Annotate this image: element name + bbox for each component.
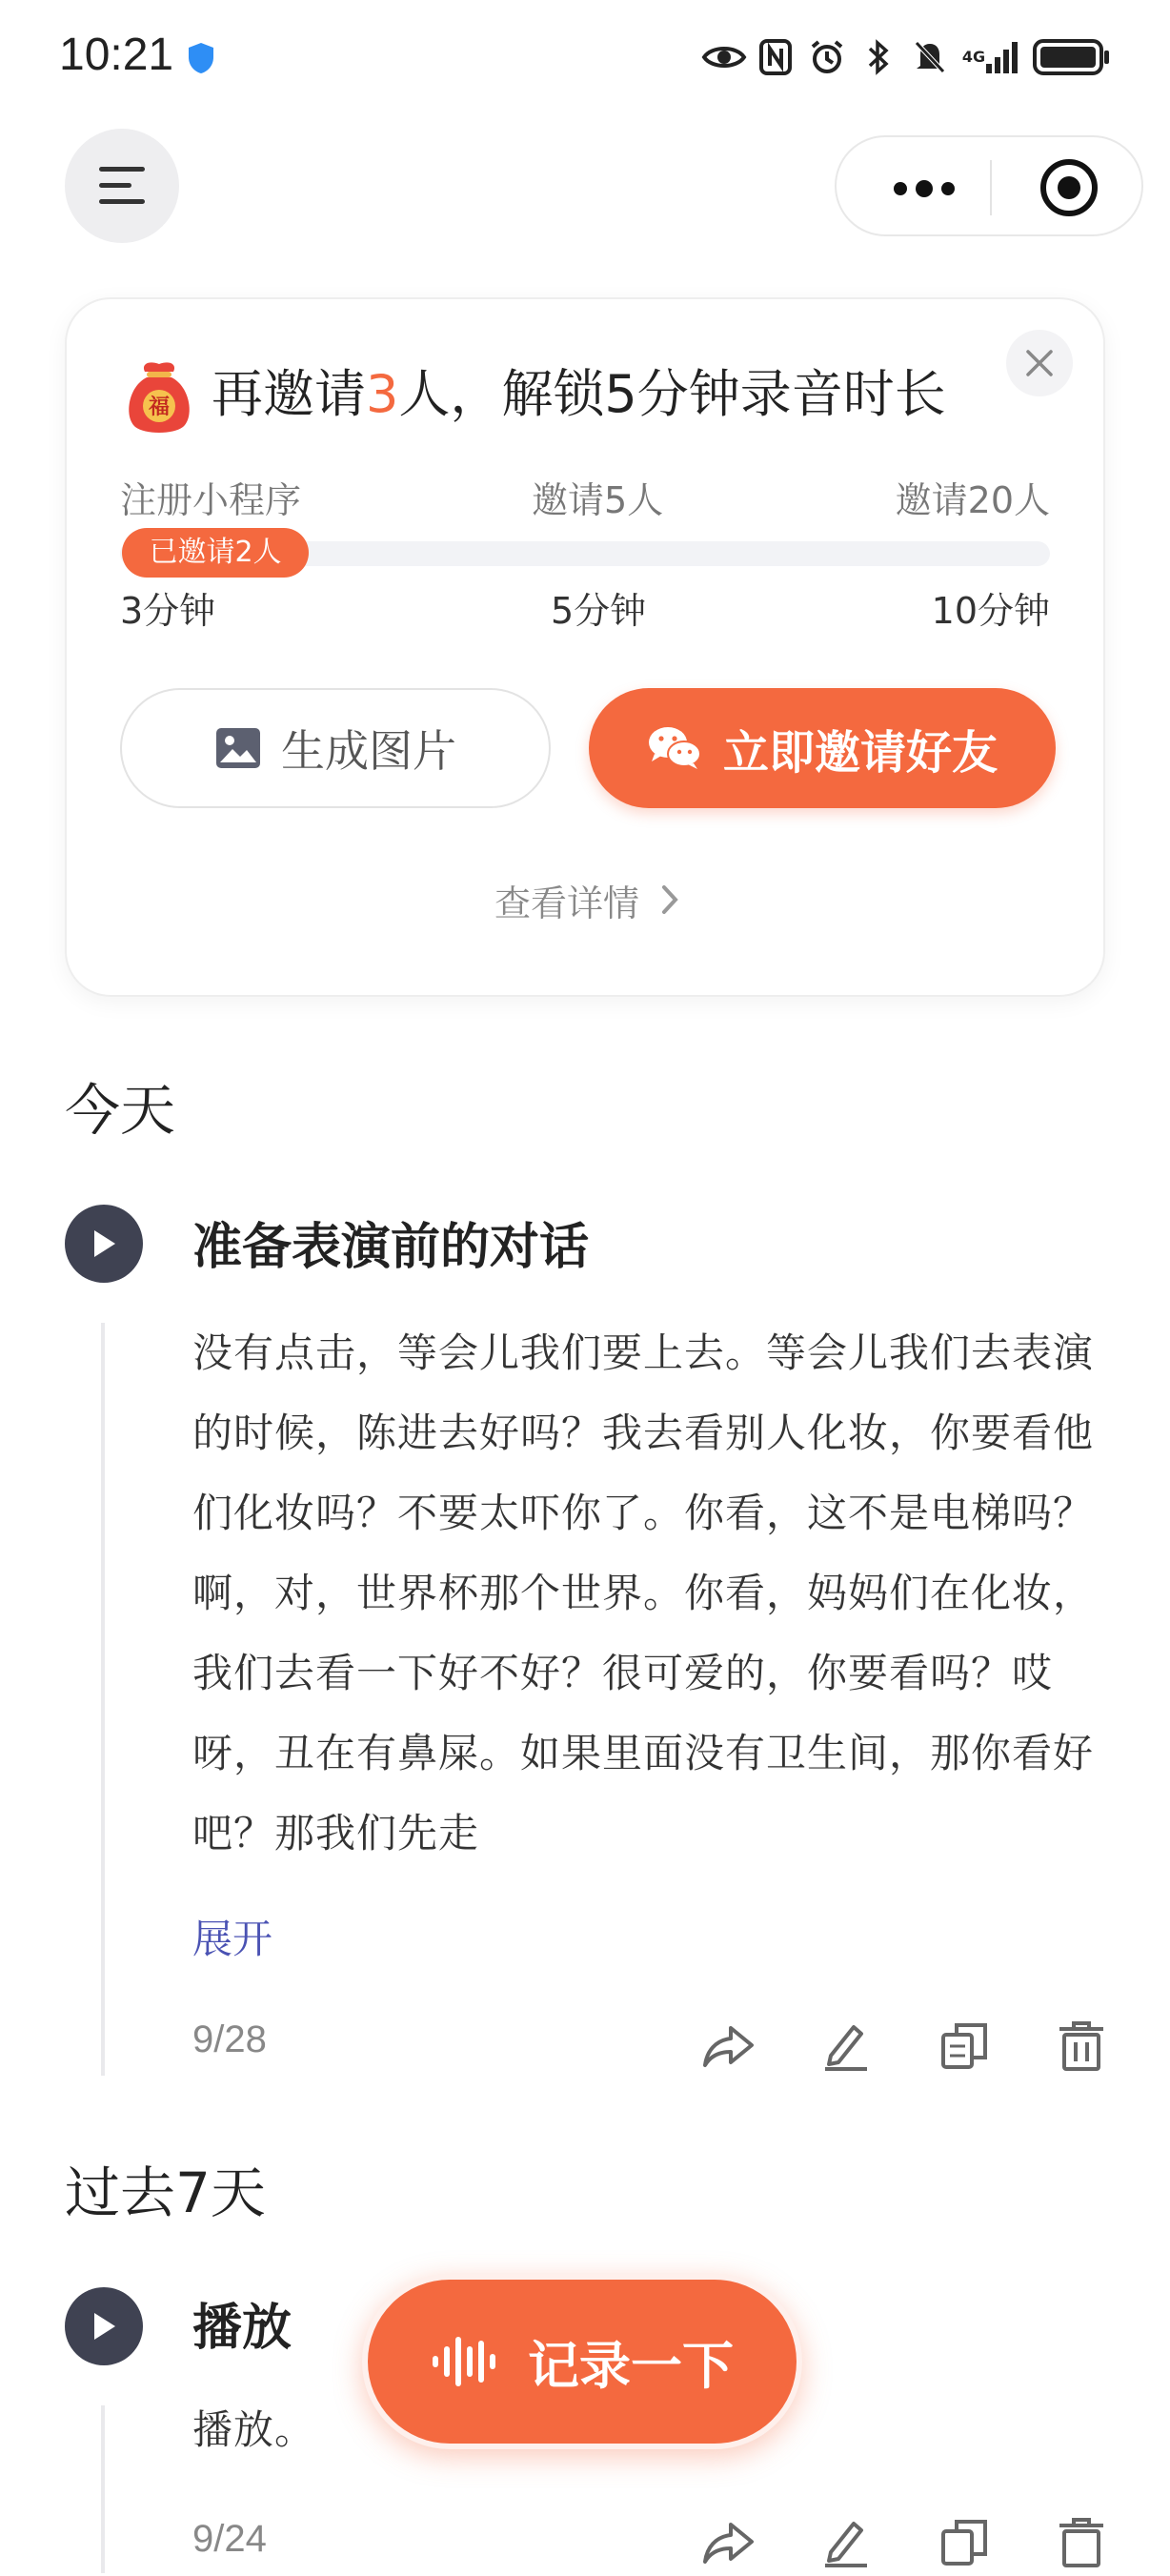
delete-button[interactable] (1048, 2013, 1115, 2079)
record-actions (696, 2512, 1115, 2573)
invited-badge: 已邀请2人 (122, 528, 309, 578)
record-date: 9/28 (192, 2018, 267, 2060)
delete-button[interactable] (1048, 2509, 1115, 2576)
share-button[interactable] (696, 2013, 762, 2079)
record-title[interactable]: 准备表演前的对话 (192, 1219, 590, 1276)
share-icon (702, 2521, 756, 2565)
generate-image-label: 生成图片 (281, 725, 456, 777)
battery-icon (1033, 38, 1111, 76)
record-date: 9/24 (192, 2518, 267, 2560)
milestone-label: 邀请5人 (532, 479, 664, 521)
copy-icon (939, 2021, 989, 2071)
delete-icon (1058, 2517, 1105, 2568)
record-transcript[interactable]: 没有点击，等会儿我们要上去。等会儿我们去表演的时候，陈进去好吗？我去看别人化妆，你要看他们化妆吗？不要太吓你了。你看，这不是电梯吗？啊，对，世界杯那个世界。你看，妈妈们在化妆，我们去看一下好不好？很可爱的，你要看吗？哎呀，丑在有鼻屎。如果里面没有卫生间，那你看好吧？那我们先走 (192, 1329, 1095, 1856)
menu-button[interactable] (65, 129, 179, 243)
invite-title (212, 356, 946, 433)
waveform-icon (431, 2333, 499, 2390)
play-icon (91, 1228, 117, 1259)
record-button[interactable] (362, 2274, 802, 2449)
section-heading-today: 今天 (65, 1078, 176, 1143)
view-details-link[interactable] (67, 871, 1107, 928)
edit-icon (821, 2021, 871, 2071)
title-prefix: 再邀请 (212, 364, 366, 424)
timeline-line (101, 2405, 105, 2573)
invite-friends-button[interactable] (589, 688, 1056, 808)
status-bar (0, 0, 1170, 114)
record-actions (696, 2013, 1115, 2079)
milestone-labels (120, 471, 1050, 521)
milestone-label: 邀请20人 (895, 479, 1050, 521)
signal-icon (962, 38, 1019, 76)
record-button-label: 记录一下 (528, 2335, 734, 2396)
wechat-icon (647, 725, 702, 771)
shield-icon (187, 42, 215, 74)
duration-label: 3分钟 (120, 590, 216, 632)
edit-button[interactable] (813, 2013, 879, 2079)
milestone-label: 注册小程序 (120, 479, 302, 521)
share-icon (702, 2024, 756, 2068)
close-button[interactable] (1006, 330, 1073, 396)
target-icon[interactable] (1039, 158, 1099, 217)
record-title[interactable]: 播放 (192, 2300, 292, 2357)
mini-program-capsule (835, 135, 1143, 236)
chevron-right-icon (660, 883, 679, 916)
duration-label: 10分钟 (931, 590, 1050, 632)
edit-icon (821, 2518, 871, 2567)
record-transcript[interactable]: 播放。 (192, 2406, 316, 2453)
generate-image-button[interactable] (120, 688, 551, 808)
invite-friends-label: 立即邀请好友 (722, 725, 998, 780)
more-button[interactable] (886, 170, 962, 208)
mute-icon (911, 38, 949, 76)
status-icons (705, 34, 1111, 80)
view-details-label: 查看详情 (494, 882, 639, 924)
timeline-line (101, 1323, 105, 2076)
share-button[interactable] (696, 2509, 762, 2576)
bluetooth-icon (859, 38, 898, 76)
section-heading-past-week: 过去7天 (65, 2160, 266, 2225)
play-button[interactable] (65, 2287, 143, 2365)
close-icon (1025, 349, 1054, 377)
eye-icon (705, 38, 743, 76)
status-time: 10:21 (59, 30, 174, 80)
expand-link[interactable]: 展开 (192, 1916, 273, 1962)
copy-icon (939, 2518, 989, 2567)
nfc-icon (756, 38, 795, 76)
alarm-icon (808, 38, 846, 76)
network-label: 4G (961, 48, 986, 66)
copy-button[interactable] (931, 2013, 998, 2079)
capsule-divider (990, 160, 992, 215)
hamburger-icon (95, 164, 149, 208)
invite-card (65, 297, 1105, 997)
more-dots-icon (891, 179, 958, 198)
copy-button[interactable] (931, 2509, 998, 2576)
play-button[interactable] (65, 1205, 143, 1283)
duration-label: 5分钟 (551, 590, 647, 632)
duration-labels (120, 581, 1050, 635)
title-count: 3 (366, 364, 399, 424)
lucky-bag-icon (122, 358, 196, 435)
title-suffix: 人，解锁5分钟录音时长 (398, 364, 946, 424)
svg-text:福: 福 (148, 396, 171, 419)
delete-icon (1058, 2020, 1105, 2072)
image-icon (214, 726, 262, 770)
edit-button[interactable] (813, 2509, 879, 2576)
play-icon (91, 2311, 117, 2342)
